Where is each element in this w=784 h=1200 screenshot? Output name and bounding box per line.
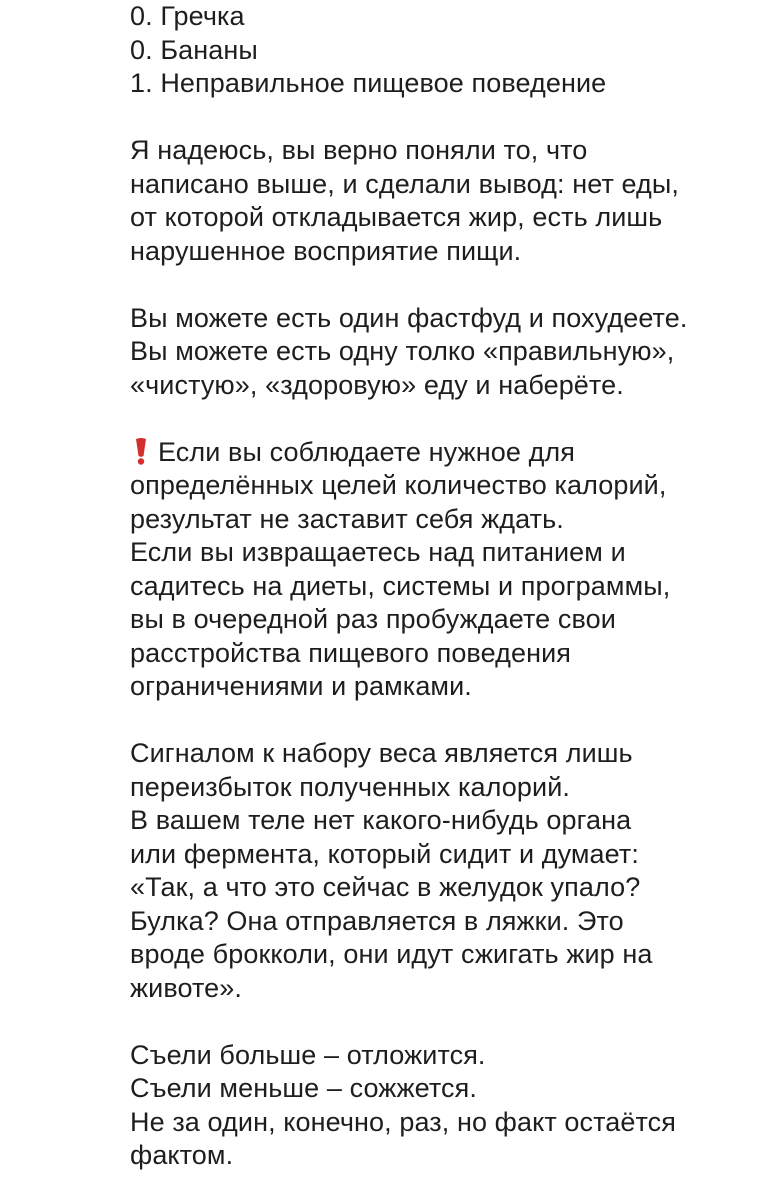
- paragraph: [130, 302, 770, 403]
- paragraph-spacer: [130, 704, 770, 738]
- text-line: 1. Неправильное пищевое поведение: [130, 68, 607, 98]
- text-line: «Так, а что это сейчас в желудок упало?: [130, 872, 641, 902]
- paragraph-spacer: [130, 1005, 770, 1039]
- text-line: Не за один, конечно, раз, но факт остаётся: [130, 1106, 676, 1137]
- text-line: вроде брокколи, они идут сжигать жир на: [130, 939, 653, 969]
- text-line: Я надеюсь, вы верно поняли то, что: [130, 135, 588, 165]
- text-line: или фермента, который сидит и думает:: [130, 838, 639, 869]
- text-line: Съели меньше – сожжется.: [130, 1073, 477, 1103]
- red-exclamation-icon: [134, 437, 148, 465]
- paragraph-spacer: [130, 402, 770, 436]
- paragraph-warning: [130, 436, 770, 704]
- paragraph: [130, 134, 770, 268]
- text-line: нарушенное восприятие пищи.: [130, 235, 522, 266]
- text-line: написано выше, и сделали вывод: нет еды,: [130, 168, 680, 199]
- text-line: расстройства пищевого поведения: [130, 637, 571, 668]
- text-line: Съели больше – отложится.: [130, 1039, 486, 1070]
- text-line: Вы можете есть одну толко «правильную»,: [130, 336, 675, 366]
- text-line: Сигналом к набору веса является лишь: [130, 738, 633, 768]
- text-line: переизбыток полученных калорий.: [130, 771, 570, 802]
- text-line: ограничениями и рамками.: [130, 671, 472, 701]
- text-line: 0. Гречка: [130, 1, 245, 31]
- text-line: садитесь на диеты, системы и программы,: [130, 570, 671, 601]
- text-line: результат не заставит себя ждать.: [130, 503, 564, 534]
- text-line: животе».: [130, 972, 243, 1003]
- article-text: [130, 0, 770, 1173]
- text-line: 0. Бананы: [130, 34, 258, 65]
- text-line: от которой откладывается жир, есть лишь: [130, 202, 663, 232]
- text-line: Булка? Она отправляется в ляжки. Это: [130, 905, 624, 936]
- paragraph: [130, 737, 770, 1005]
- text-line: Если вы извращаетесь над питанием и: [130, 537, 626, 567]
- text-line: вы в очередной раз пробуждаете свои: [130, 604, 616, 634]
- text-line: В вашем теле нет какого-нибудь органа: [130, 805, 632, 835]
- paragraph-spacer: [130, 268, 770, 302]
- text-line: Вы можете есть один фастфуд и похудеете.: [130, 302, 688, 333]
- paragraph-spacer: [130, 101, 770, 135]
- text-line-content: Если вы соблюдаете нужное для: [158, 436, 575, 467]
- text-line: определённых целей количество калорий,: [130, 470, 667, 500]
- text-line: [130, 436, 770, 470]
- paragraph-list: [130, 0, 770, 101]
- text-line: фактом.: [130, 1140, 234, 1170]
- text-line: «чистую», «здоровую» еду и наберёте.: [130, 369, 624, 400]
- paragraph: [130, 1039, 770, 1173]
